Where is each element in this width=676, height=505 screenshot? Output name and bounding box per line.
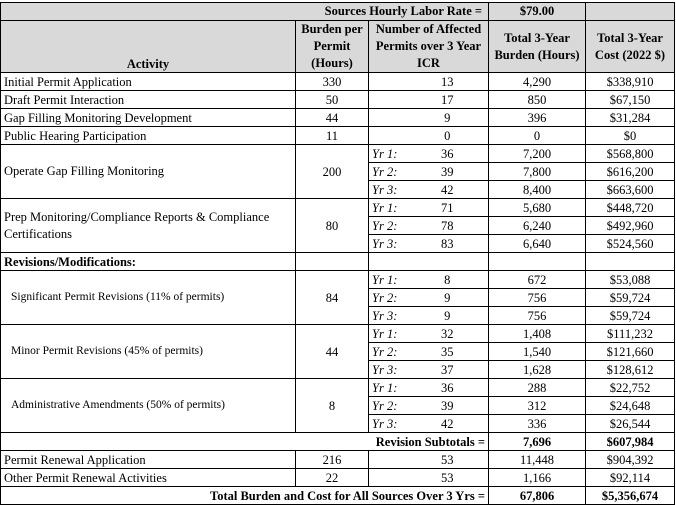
count-cell: 71 [407,199,489,217]
count-cell: 39 [407,397,489,415]
year-label-cell: Yr 3: [369,181,407,199]
hours-cell: 1,408 [489,325,586,343]
activity-cell: Gap Filling Monitoring Development [1,109,296,127]
count-cell: 9 [407,109,489,127]
total-cost-header: Total 3-Year Cost (2022 $) [586,21,675,73]
activity-cell: Other Permit Renewal Activities [1,469,296,487]
activity-cell: Public Hearing Participation [1,127,296,145]
blank-cell [489,253,586,271]
rate-filler [586,3,675,21]
grand-total-label: Total Burden and Cost for All Sources Over 3 Yrs = [116,487,489,505]
cost-cell: $121,660 [586,343,675,361]
cost-cell: $59,724 [586,289,675,307]
count-cell: 36 [407,145,489,163]
hours-cell: 336 [489,415,586,433]
table-row [1,109,675,127]
hours-cell: 756 [489,307,586,325]
blank-cell [296,253,369,271]
hours-cell: 288 [489,379,586,397]
activity-cell: Operate Gap Filling Monitoring [1,145,296,199]
activity-cell: Prep Monitoring/Compliance Reports & Compliance Certifications [1,199,296,253]
burden-cell: 50 [296,91,369,109]
blank-yr-cell [369,73,407,91]
grand-total-row [1,487,675,505]
revision-subtotal-cost: $607,984 [586,433,675,451]
hours-cell: 1,166 [489,469,586,487]
cost-cell: $53,088 [586,271,675,289]
blank-cell [1,433,369,451]
table-row [1,379,675,397]
year-label-cell: Yr 3: [369,235,407,253]
hours-cell: 7,200 [489,145,586,163]
hours-cell: 396 [489,109,586,127]
burden-cell: 22 [296,469,369,487]
count-cell: 53 [407,469,489,487]
cost-cell: $0 [586,127,675,145]
activity-cell: Draft Permit Interaction [1,91,296,109]
blank-yr-cell [369,451,407,469]
hours-cell: 8,400 [489,181,586,199]
cost-cell: $67,150 [586,91,675,109]
table-row [1,271,675,289]
table-row [1,451,675,469]
year-label-cell: Yr 1: [369,145,407,163]
grand-total-hours: 67,806 [489,487,586,505]
count-cell: 35 [407,343,489,361]
activity-cell: Permit Renewal Application [1,451,296,469]
hours-cell: 6,640 [489,235,586,253]
cost-cell: $448,720 [586,199,675,217]
count-cell: 9 [407,307,489,325]
cost-cell: $568,800 [586,145,675,163]
cost-cell: $904,392 [586,451,675,469]
table-row [1,469,675,487]
burden-cost-table [0,2,675,505]
revision-subtotal-label: Revision Subtotals = [369,433,489,451]
burden-cell: 216 [296,451,369,469]
hours-cell: 672 [489,271,586,289]
rate-label: Sources Hourly Labor Rate = [1,3,489,21]
count-cell: 0 [407,127,489,145]
burden-cell: 200 [296,145,369,199]
year-label-cell: Yr 2: [369,217,407,235]
table-body [1,3,675,505]
cost-cell: $22,752 [586,379,675,397]
year-label-cell: Yr 2: [369,289,407,307]
count-cell: 37 [407,361,489,379]
total-burden-header: Total 3-Year Burden (Hours) [489,21,586,73]
header-row [1,21,675,73]
activity-header: Activity [1,21,296,73]
activity-cell: Initial Permit Application [1,73,296,91]
table-row [1,325,675,343]
cost-cell: $663,600 [586,181,675,199]
hours-cell: 850 [489,91,586,109]
affected-header: Number of Affected Permits over 3 Year ICR [369,21,489,73]
cost-cell: $24,648 [586,397,675,415]
count-cell: 83 [407,235,489,253]
hours-cell: 11,448 [489,451,586,469]
burden-cell: 80 [296,199,369,253]
count-cell: 17 [407,91,489,109]
table-row [1,73,675,91]
count-cell: 36 [407,379,489,397]
table-row [1,199,675,217]
year-label-cell: Yr 2: [369,163,407,181]
count-cell: 78 [407,217,489,235]
burden-cell: 8 [296,379,369,433]
cost-cell: $26,544 [586,415,675,433]
table-row [1,127,675,145]
burden-cell: 330 [296,73,369,91]
grand-total-cost: $5,356,674 [586,487,675,505]
blank-cell [369,253,407,271]
year-label-cell: Yr 1: [369,379,407,397]
hours-cell: 7,800 [489,163,586,181]
activity-cell: Minor Permit Revisions (45% of permits) [1,325,296,379]
revisions-heading-row [1,253,675,271]
cost-cell: $492,960 [586,217,675,235]
activity-cell: Administrative Amendments (50% of permits) [1,379,296,433]
year-label-cell: Yr 1: [369,325,407,343]
rate-value: $79.00 [489,3,586,21]
count-cell: 53 [407,451,489,469]
activity-cell: Significant Permit Revisions (11% of permits) [1,271,296,325]
burden-cell: 44 [296,109,369,127]
burden-header: Burden per Permit (Hours) [296,21,369,73]
cost-cell: $59,724 [586,307,675,325]
count-cell: 9 [407,289,489,307]
count-cell: 13 [407,73,489,91]
blank-yr-cell [369,127,407,145]
revision-subtotal-hours: 7,696 [489,433,586,451]
hours-cell: 4,290 [489,73,586,91]
burden-cell: 11 [296,127,369,145]
year-label-cell: Yr 2: [369,343,407,361]
count-cell: 42 [407,415,489,433]
burden-cell: 44 [296,325,369,379]
blank-cell [1,487,116,505]
year-label-cell: Yr 3: [369,307,407,325]
table-row [1,91,675,109]
rate-row [1,3,675,21]
table-row [1,145,675,163]
hours-cell: 312 [489,397,586,415]
hours-cell: 1,540 [489,343,586,361]
count-cell: 42 [407,181,489,199]
hours-cell: 5,680 [489,199,586,217]
hours-cell: 1,628 [489,361,586,379]
cost-cell: $128,612 [586,361,675,379]
cost-cell: $616,200 [586,163,675,181]
year-label-cell: Yr 1: [369,271,407,289]
year-label-cell: Yr 3: [369,361,407,379]
year-label-cell: Yr 2: [369,397,407,415]
cost-cell: $92,114 [586,469,675,487]
cost-cell: $31,284 [586,109,675,127]
blank-yr-cell [369,109,407,127]
blank-cell [407,253,489,271]
revisions-heading: Revisions/Modifications: [1,253,296,271]
cost-cell: $338,910 [586,73,675,91]
revision-subtotal-row [1,433,675,451]
count-cell: 39 [407,163,489,181]
year-label-cell: Yr 3: [369,415,407,433]
cost-cell: $524,560 [586,235,675,253]
count-cell: 8 [407,271,489,289]
burden-cell: 84 [296,271,369,325]
count-cell: 32 [407,325,489,343]
year-label-cell: Yr 1: [369,199,407,217]
hours-cell: 0 [489,127,586,145]
blank-yr-cell [369,91,407,109]
blank-yr-cell [369,469,407,487]
cost-cell: $111,232 [586,325,675,343]
hours-cell: 756 [489,289,586,307]
blank-cell [586,253,675,271]
hours-cell: 6,240 [489,217,586,235]
